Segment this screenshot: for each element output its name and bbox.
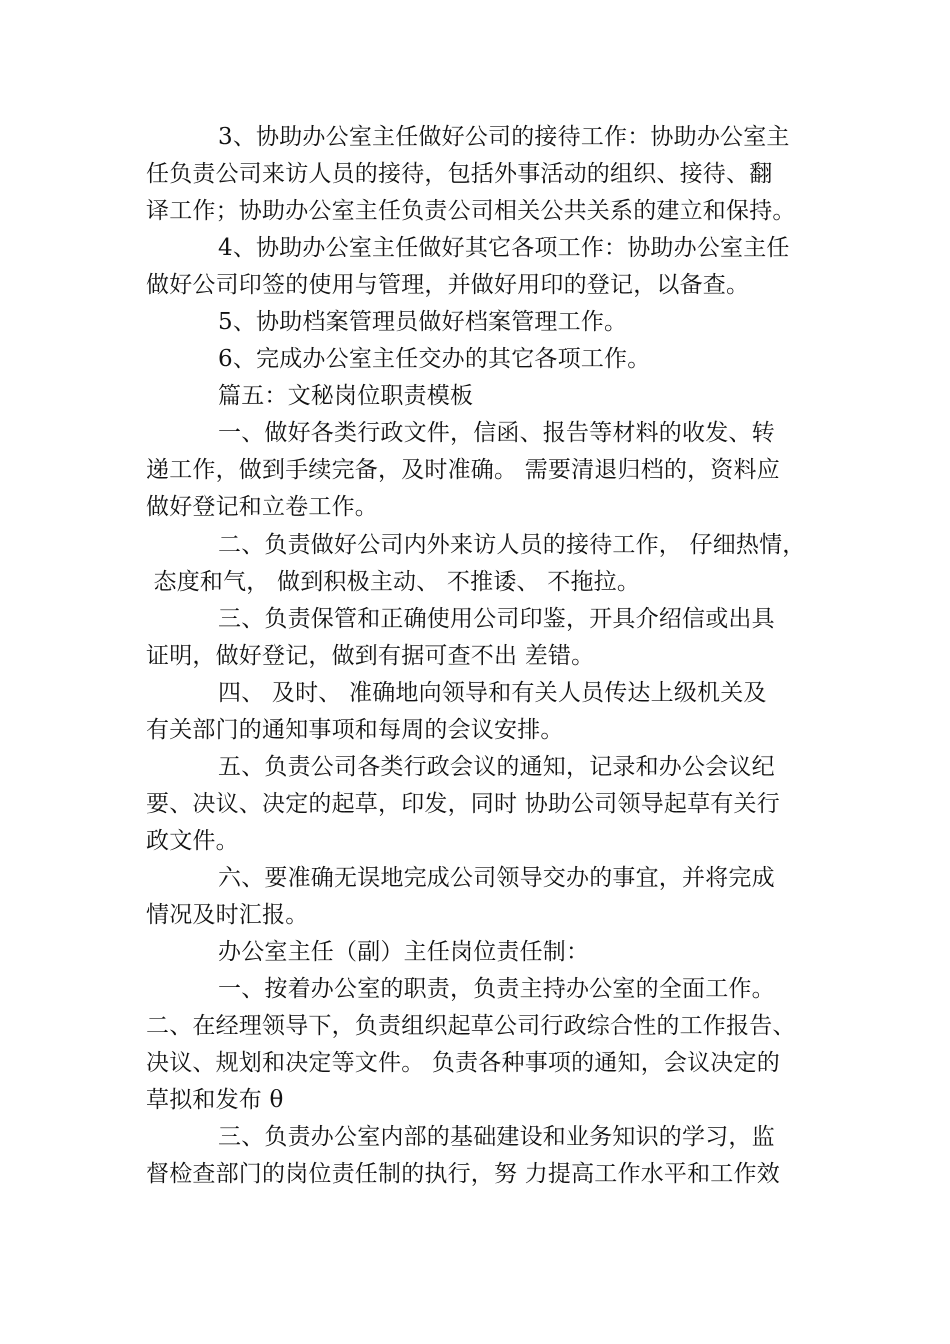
text-line: 督检查部门的岗位责任制的执行，努 力提高工作水平和工作效 bbox=[146, 1161, 780, 1187]
text-line: 递工作，做到手续完备，及时准确。 需要清退归档的，资料应 bbox=[146, 457, 780, 483]
text-line: 证明，做好登记，做到有据可查不出 差错。 bbox=[146, 643, 595, 669]
text-line: 做好公司印签的使用与管理，并做好用印的登记，以备查。 bbox=[146, 272, 750, 298]
text-line: 态度和气， 做到积极主动、 不推诿、 不拖拉。 bbox=[146, 569, 641, 595]
text-line: 六、要准确无误地完成公司领导交办的事宜，并将完成 bbox=[218, 865, 775, 891]
text-line: 4、协助办公室主任做好其它各项工作：协助办公室主任 bbox=[218, 235, 790, 261]
text-line: 三、负责保管和正确使用公司印鉴，开具介绍信或出具 bbox=[218, 606, 775, 632]
text-line: 3、协助办公室主任做好公司的接待工作：协助办公室主 bbox=[218, 124, 790, 150]
section-heading: 篇五：文秘岗位职责模板 bbox=[218, 383, 474, 409]
text-line: 一、按着办公室的职责，负责主持办公室的全面工作。 bbox=[218, 976, 775, 1002]
text-line: 四、 及时、 准确地向领导和有关人员传达上级机关及 bbox=[218, 680, 767, 706]
text-line: 决议、规划和决定等文件。 负责各种事项的通知，会议决定的 bbox=[146, 1050, 780, 1076]
text-line: 5、协助档案管理员做好档案管理工作。 bbox=[218, 309, 628, 335]
text-line: 做好登记和立卷工作。 bbox=[146, 494, 378, 520]
text-line: 草拟和发布 θ bbox=[146, 1087, 284, 1113]
text-line: 二、在经理领导下，负责组织起草公司行政综合性的工作报告、 bbox=[146, 1013, 796, 1039]
text-line: 译工作；协助办公室主任负责公司相关公共关系的建立和保持。 bbox=[146, 198, 796, 224]
section-heading: 办公室主任（副）主任岗位责任制： bbox=[218, 939, 590, 965]
text-line: 二、负责做好公司内外来访人员的接待工作， 仔细热情， bbox=[218, 532, 806, 558]
text-line: 五、负责公司各类行政会议的通知，记录和办公会议纪 bbox=[218, 754, 775, 780]
text-line: 三、负责办公室内部的基础建设和业务知识的学习，监 bbox=[218, 1124, 775, 1150]
text-line: 情况及时汇报。 bbox=[146, 902, 309, 928]
text-line: 政文件。 bbox=[146, 828, 239, 854]
text-line: 有关部门的通知事项和每周的会议安排。 bbox=[146, 717, 564, 743]
text-line: 要、决议、决定的起草，印发，同时 协助公司领导起草有关行 bbox=[146, 791, 780, 817]
text-line: 6、完成办公室主任交办的其它各项工作。 bbox=[218, 346, 651, 372]
text-line: 任负责公司来访人员的接待，包括外事活动的组织、接待、翻 bbox=[146, 161, 773, 187]
text-line: 一、做好各类行政文件，信函、报告等材料的收发、转 bbox=[218, 420, 775, 446]
